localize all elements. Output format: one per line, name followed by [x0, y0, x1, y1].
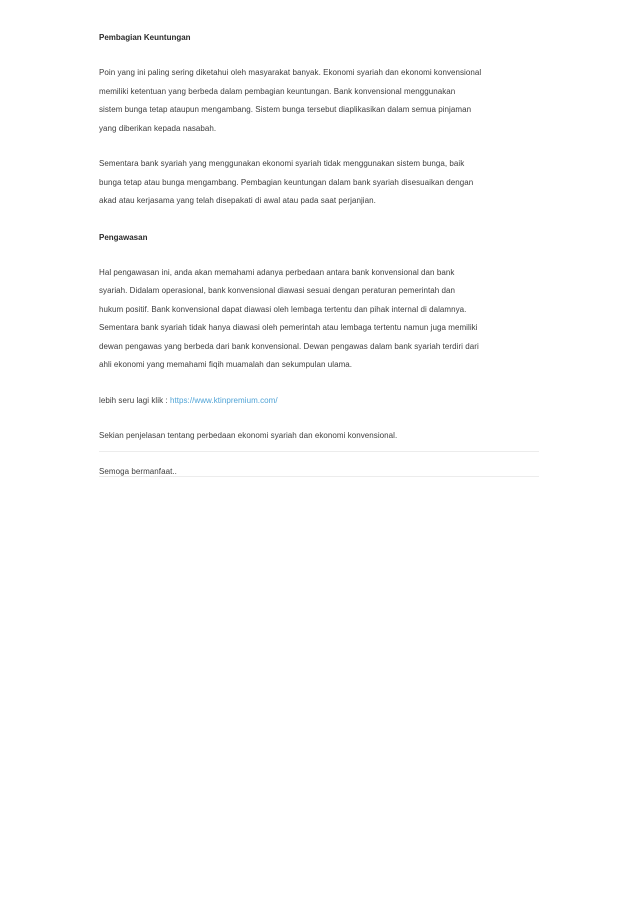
paragraph-pembagian-1: [99, 64, 539, 138]
text-line: sistem bunga tetap ataupun mengambang. Sistem bunga tersebut diaplikasikan dalam semua pinjaman: [99, 105, 472, 114]
text-line: bunga tetap atau bunga mengambang. Pembagian keuntungan dalam bank syariah disesuaikan dengan: [99, 177, 474, 187]
paragraph-pembagian-2: [99, 155, 539, 211]
text-line: dewan pengawas yang berbeda dari bank konvensional. Dewan pengawas dalam bank syariah terdiri dari: [99, 341, 479, 351]
section-heading-pengawasan: Pengawasan: [99, 232, 148, 242]
paragraph-pengawasan-1: [99, 264, 539, 375]
document-body: [99, 32, 539, 481]
text-line: Hal pengawasan ini, anda akan memahami adanya perbedaan antara bank konvensional dan bank: [99, 267, 455, 277]
section-heading-pembagian-keuntungan: Pembagian Keuntungan: [99, 33, 191, 42]
closing-text: Sekian penjelasan tentang perbedaan ekonomi syariah dan ekonomi konvensional.: [99, 431, 398, 440]
text-line: Sementara bank syariah yang menggunakan ekonomi syariah tidak menggunakan sistem bunga, baik: [99, 159, 465, 168]
text-line: akad atau kerjasama yang telah disepakati di awal atau pada saat perjanjian.: [99, 196, 376, 205]
closing-wish: Semoga bermanfaat..: [99, 466, 177, 476]
text-line: Sementara bank syariah tidak hanya diawasi oleh pemerintah atau lembaga tertentu namun juga memiliki: [99, 323, 478, 332]
text-line: hukum positif. Bank konvensional dapat diawasi oleh lembaga tertentu dan pihak internal di dalamnya.: [99, 304, 467, 314]
text-line: memiliki ketentuan yang berbeda dalam pembagian keuntungan. Bank konvensional menggunakan: [99, 86, 456, 96]
text-line: syariah. Didalam operasional, bank konvensional diawasi sesuai dengan peraturan pemerintah dan: [99, 286, 456, 295]
text-line: Poin yang ini paling sering diketahui oleh masyarakat banyak. Ekonomi syariah dan ekonomi konvensional: [99, 68, 482, 77]
link-prefix: lebih seru lagi klik :: [99, 395, 170, 405]
website-link[interactable]: https://www.ktinpremium.com/: [169, 395, 278, 405]
text-line: ahli ekonomi yang memahami fiqih muamalah dan sekumpulan ulama.: [99, 360, 353, 369]
text-line: yang diberikan kepada nasabah.: [99, 123, 217, 133]
divider: [99, 451, 539, 452]
divider: [99, 476, 539, 477]
link-line: [99, 392, 539, 411]
